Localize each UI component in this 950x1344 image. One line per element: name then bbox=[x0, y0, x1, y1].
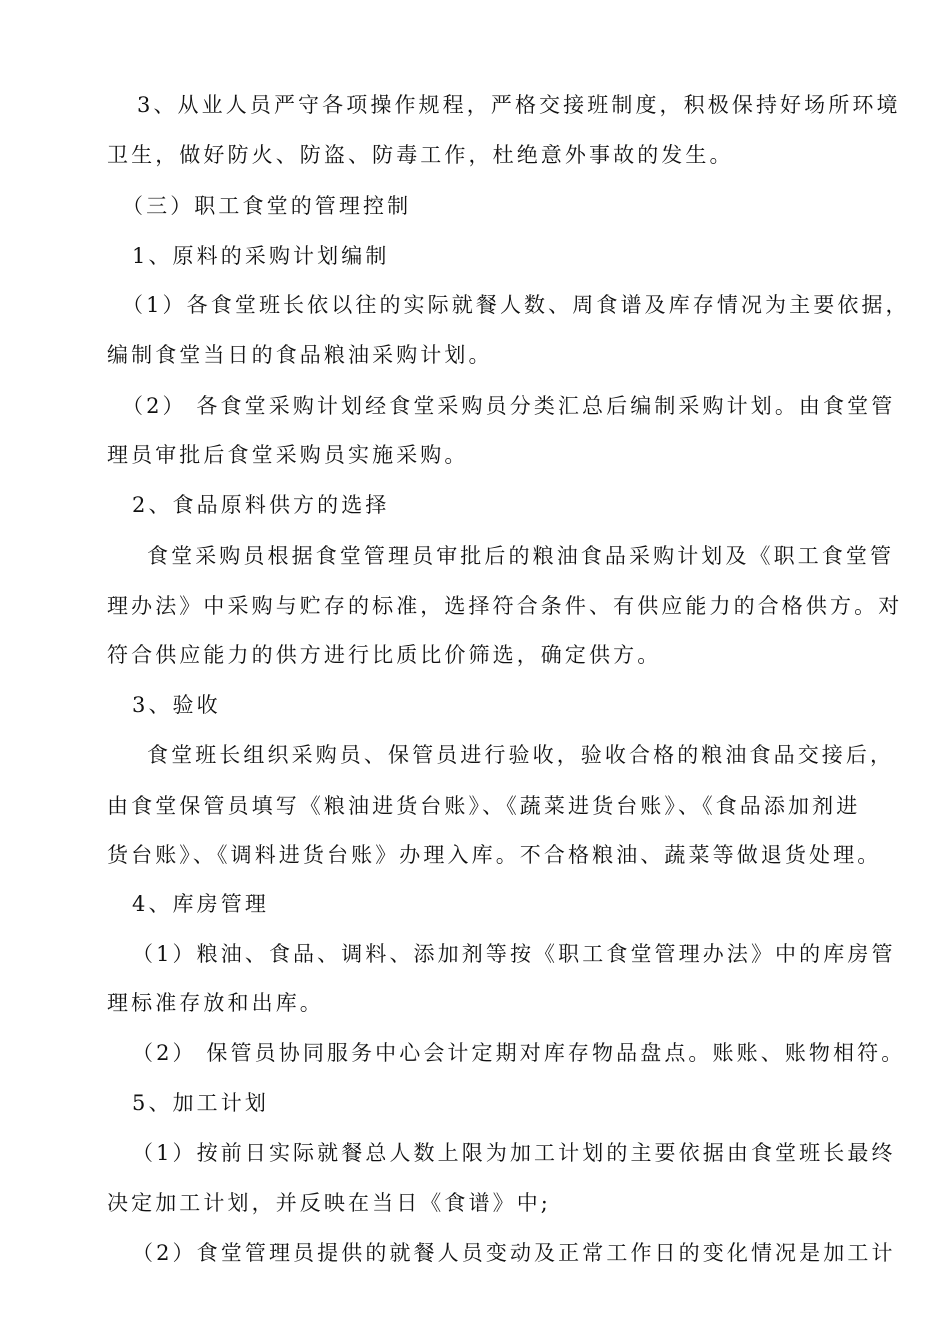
subsection-heading: 5、加工计划 bbox=[132, 1091, 269, 1115]
text-line: 决定加工计划，并反映在当日《食谱》中; bbox=[107, 1191, 551, 1215]
text-line: （2） 保管员协同服务中心会计定期对库存物品盘点。账账、账物相符。 bbox=[132, 1041, 906, 1065]
subsection-heading: 1、原料的采购计划编制 bbox=[132, 244, 390, 268]
text-line: 理员审批后食堂采购员实施采购。 bbox=[107, 443, 469, 467]
text-line: 食堂班长组织采购员、保管员进行验收，验收合格的粮油食品交接后， bbox=[147, 743, 895, 767]
text-line: （1）粮油、食品、调料、添加剂等按《职工食堂管理办法》中的库房管 bbox=[132, 942, 896, 966]
subsection-heading: 4、库房管理 bbox=[132, 892, 269, 916]
subsection-heading: 2、食品原料供方的选择 bbox=[132, 493, 390, 517]
text-line: （2） 各食堂采购计划经食堂采购员分类汇总后编制采购计划。由食堂管 bbox=[122, 394, 896, 418]
subsection-heading: 3、验收 bbox=[132, 693, 221, 717]
text-line: 卫生，做好防火、防盗、防毒工作，杜绝意外事故的发生。 bbox=[107, 143, 734, 167]
text-line: 货台账》、《调料进货台账》办理入库。不合格粮油、蔬菜等做退货处理。 bbox=[107, 843, 882, 867]
section-heading: （三）职工食堂的管理控制 bbox=[122, 194, 412, 218]
text-line: 由食堂保管员填写《粮油进货台账》、《蔬菜进货台账》、《食品添加剂进 bbox=[107, 794, 861, 818]
text-line: 3、从业人员严守各项操作规程，严格交接班制度，积极保持好场所环境 bbox=[137, 93, 901, 117]
text-line: 理办法》中采购与贮存的标准，选择符合条件、有供应能力的合格供方。对 bbox=[107, 594, 903, 618]
text-line: （1）按前日实际就餐总人数上限为加工计划的主要依据由食堂班长最终 bbox=[132, 1141, 896, 1165]
text-line: （2）食堂管理员提供的就餐人员变动及正常工作日的变化情况是加工计 bbox=[132, 1241, 896, 1265]
text-line: 符合供应能力的供方进行比质比价筛选，确定供方。 bbox=[107, 643, 662, 667]
text-line: 食堂采购员根据食堂管理员审批后的粮油食品采购计划及《职工食堂管 bbox=[147, 544, 895, 568]
text-line: 理标准存放和出库。 bbox=[107, 991, 324, 1015]
text-line: （1）各食堂班长依以往的实际就餐人数、周食谱及库存情况为主要依据， bbox=[122, 293, 910, 317]
text-line: 编制食堂当日的食品粮油采购计划。 bbox=[107, 343, 493, 367]
